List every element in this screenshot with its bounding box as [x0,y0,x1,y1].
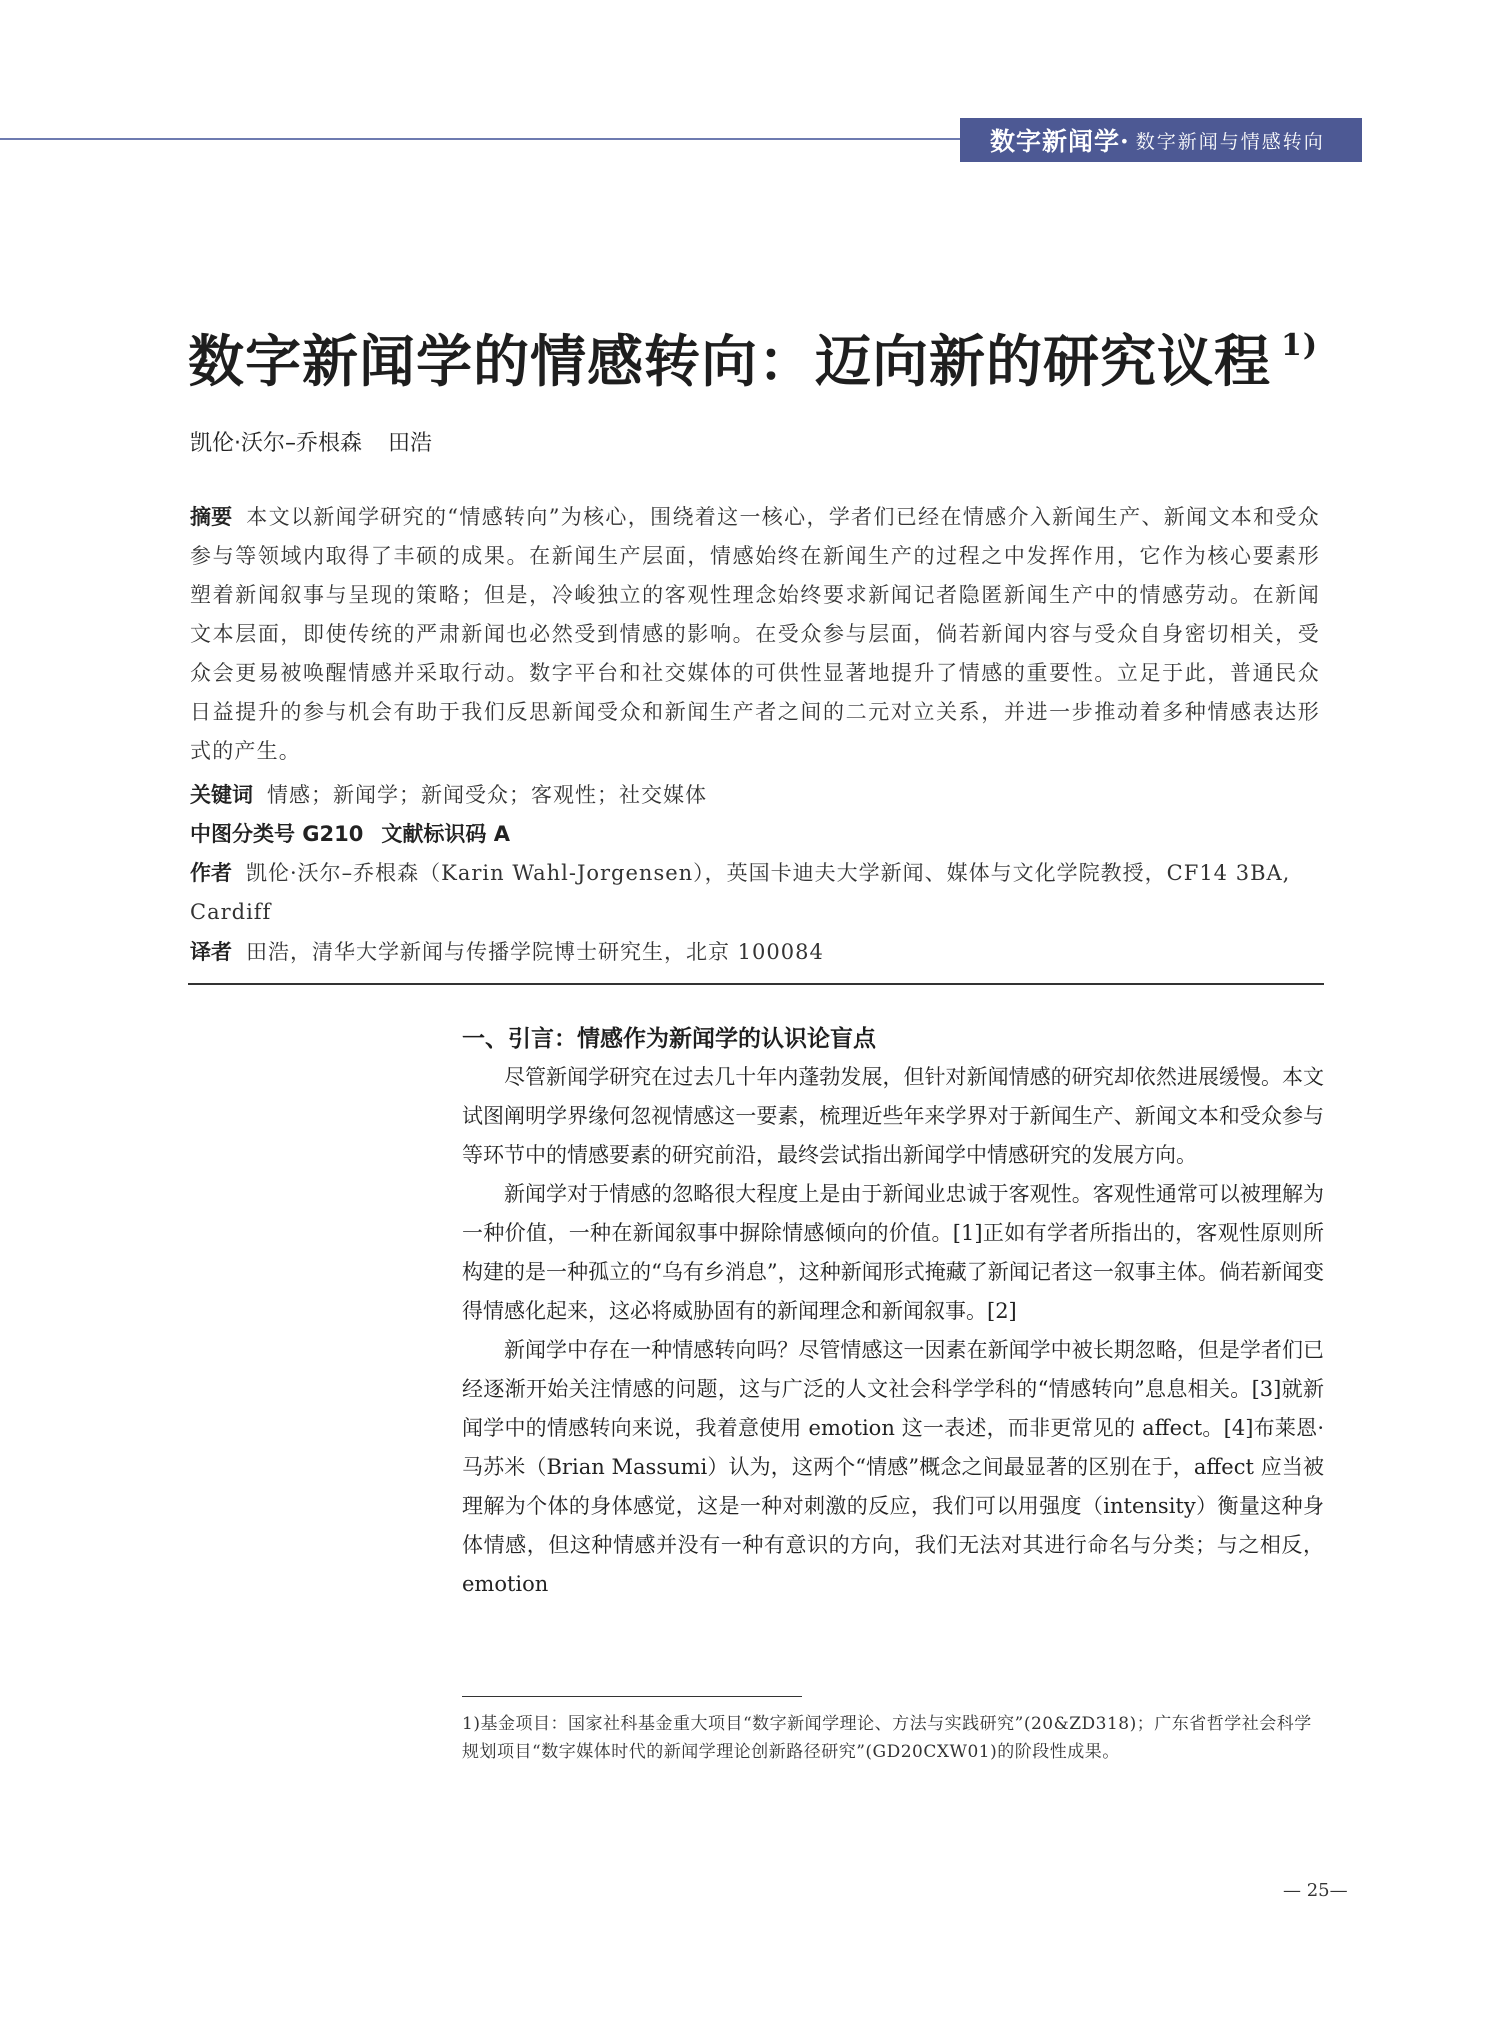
translator-name: 田浩 [388,431,433,456]
section-body [462,1058,1324,1604]
author-name: 凯伦·沃尔–乔根森 [190,431,362,456]
page-number: — 25— [1283,1880,1348,1901]
translator-info [190,933,1320,972]
section-heading: 一、引言：情感作为新闻学的认识论盲点 [462,1026,876,1052]
clc-code: 中图分类号 G210 [190,822,364,846]
journal-section-label: 数字新闻学· [990,127,1130,156]
footnote: 1)基金项目：国家社科基金重大项目“数字新闻学理论、方法与实践研究”(20&ZD318)；广东省哲学社会科学规划项目“数字媒体时代的新闻学理论创新路径研究”(GD20CXW01)的阶段性成果。 [462,1714,1312,1762]
body-paragraph: 新闻学中存在一种情感转向吗？尽管情感这一因素在新闻学中被长期忽略，但是学者们已经逐渐开始关注情感的问题，这与广泛的人文社会科学学科的“情感转向”息息相关。[3]就新闻学中的情感转向来说，我着意使用 emotion 这一表述，而非更常见的 affect。[4]布莱恩·马苏米（Brian Massumi）认为，这两个“情感”概念之间最显著的区别在于，affect 应当被理解为个体的身体感觉，这是一种对刺激的反应，我们可以用强度（intensity）衡量这种身体情感，但这种情感并没有一种有意识的方向，我们无法对其进行命名与分类；与之相反，emotion [462,1338,1324,1596]
keywords-text: 情感；新闻学；新闻受众；客观性；社交媒体 [267,783,707,807]
translator-info-text: 田浩，清华大学新闻与传播学院博士研究生，北京 100084 [246,940,824,964]
footnote-rule [462,1696,802,1697]
keywords-label: 关键词 [190,783,253,807]
front-matter-divider [188,983,1324,985]
abstract [190,498,1320,771]
header-rule [0,138,1000,140]
abstract-text: 本文以新闻学研究的“情感转向”为核心，围绕着这一核心，学者们已经在情感介入新闻生产、新闻文本和受众参与等领域内取得了丰硕的成果。在新闻生产层面，情感始终在新闻生产的过程之中发挥作用，它作为核心要素形塑着新闻叙事与呈现的策略；但是，冷峻独立的客观性理念始终要求新闻记者隐匿新闻生产中的情感劳动。在新闻文本层面，即使传统的严肃新闻也必然受到情感的影响。在受众参与层面，倘若新闻内容与受众自身密切相关，受众会更易被唤醒情感并采取行动。数字平台和社交媒体的可供性显著地提升了情感的重要性。立足于此，普通民众日益提升的参与机会有助于我们反思新闻受众和新闻生产者之间的二元对立关系，并进一步推动着多种情感表达形式的产生。 [190,505,1320,763]
title-footnote-marker: 1) [1281,328,1319,363]
abstract-label: 摘要 [190,505,233,529]
author-info-label: 作者 [190,861,232,885]
body-paragraph: 尽管新闻学研究在过去几十年内蓬勃发展，但针对新闻情感的研究却依然进展缓慢。本文试图阐明学界缘何忽视情感这一要素，梳理近些年来学界对于新闻生产、新闻文本和受众参与等环节中的情感要素的研究前沿，最终尝试指出新闻学中情感研究的发展方向。 [462,1065,1324,1167]
author-info-text: 凯伦·沃尔–乔根森（Karin Wahl-Jorgensen），英国卡迪夫大学新闻、媒体与文化学院教授，CF14 3BA, Cardiff [190,861,1291,924]
document-code: 文献标识码 A [381,822,510,846]
author-line [190,426,432,457]
journal-column-header [960,118,1362,162]
article-title-block [188,318,1338,398]
translator-info-label: 译者 [190,940,232,964]
classification-line [190,815,1320,854]
keywords [190,776,1320,815]
column-title: 数字新闻与情感转向 [1135,130,1325,153]
article-title: 数字新闻学的情感转向：迈向新的研究议程 [188,329,1271,395]
author-info [190,854,1320,932]
body-paragraph: 新闻学对于情感的忽略很大程度上是由于新闻业忠诚于客观性。客观性通常可以被理解为一种价值，一种在新闻叙事中摒除情感倾向的价值。[1]正如有学者所指出的，客观性原则所构建的是一种孤立的“乌有乡消息”，这种新闻形式掩藏了新闻记者这一叙事主体。倘若新闻变得情感化起来，这必将威胁固有的新闻理念和新闻叙事。[2] [462,1182,1324,1323]
